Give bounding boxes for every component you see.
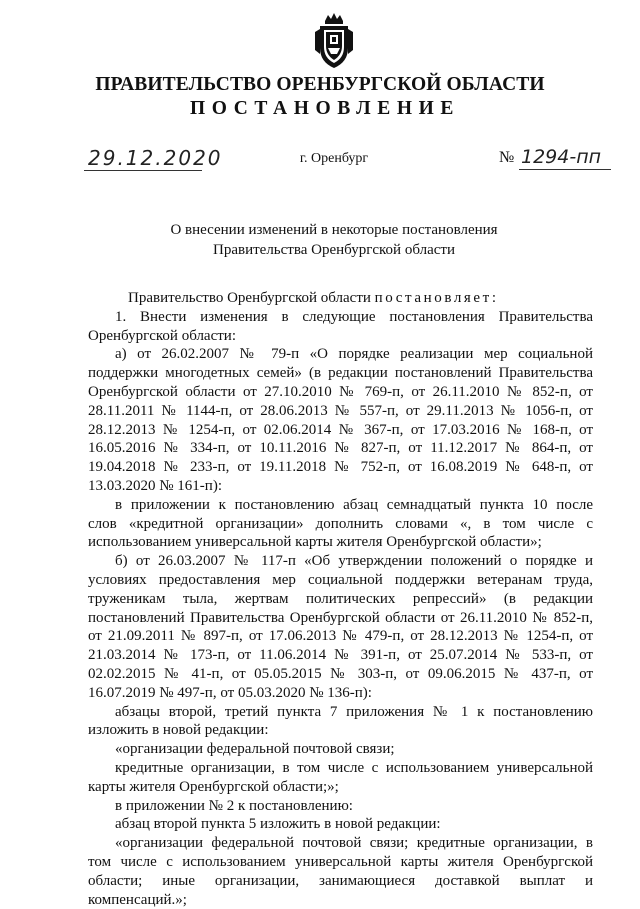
body-line: 28.11.2011 № 1144-п, от 28.06.2013 № 557-п, от 29.11.2013 № 1056-п, от: [88, 402, 593, 421]
body-line: в приложении к постановлению абзац семнадцатый пункта 10 после: [88, 496, 593, 515]
body-line: постановлений Правительства Оренбургской области от 26.11.2010 № 852-п,: [88, 609, 593, 628]
body-line: 19.04.2018 № 233-п, от 19.11.2018 № 752-п, от 16.08.2019 № 648-п, от: [88, 458, 593, 477]
document-subject: [0, 220, 640, 260]
body-line: условиях предоставления мер социальной поддержки ветеранам труда,: [88, 571, 593, 590]
body-line: 21.03.2014 № 173-п, от 11.06.2014 № 391-п, от 25.07.2014 № 533-п, от: [88, 646, 593, 665]
orenburg-coat-of-arms-icon: [311, 12, 357, 70]
body-line: Правительство Оренбургской области постановляет:: [88, 289, 593, 308]
body-line: том числе с использованием универсальной карты жителя Оренбургской: [88, 853, 593, 872]
body-line: карты жителя Оренбургской области;»;: [88, 778, 593, 797]
body-line: 13.03.2020 № 161-п):: [88, 477, 593, 496]
body-line: а) от 26.02.2007 № 79-п «О порядке реализации мер социальной: [88, 345, 593, 364]
document-body: [88, 289, 593, 909]
body-line: 1. Внести изменения в следующие постановления Правительства: [88, 308, 593, 327]
body-line: кредитные организации, в том числе с использованием универсальной: [88, 759, 593, 778]
body-line: абзац второй пункта 5 изложить в новой редакции:: [88, 815, 593, 834]
number-underline: [519, 169, 611, 170]
date-underline: [84, 170, 202, 171]
body-line: слов «кредитной организации» дополнить словами «, в том числе с: [88, 515, 593, 534]
subject-line: О внесении изменений в некоторые постановления: [28, 220, 640, 240]
document-type-title: ПОСТАНОВЛЕНИЕ: [0, 98, 640, 120]
body-line: труженикам тыла, жертвам политических репрессий» (в редакции: [88, 590, 593, 609]
postanovlyaet-word: постановляет:: [375, 290, 499, 306]
body-line: абзацы второй, третий пункта 7 приложения № 1 к постановлению: [88, 703, 593, 722]
body-line: в приложении № 2 к постановлению:: [88, 797, 593, 816]
body-line: 16.07.2019 № 497-п, от 05.03.2020 № 136-п):: [88, 684, 593, 703]
body-line: поддержки многодетных семей» (в редакции постановлений Правительства: [88, 364, 593, 383]
document-number: 1294-пп: [521, 146, 601, 168]
document-city: г. Оренбург: [0, 151, 640, 167]
body-line: «организации федеральной почтовой связи;: [88, 740, 593, 759]
body-line: 02.02.2015 № 41-п, от 05.05.2015 № 303-п, от 09.06.2015 № 437-п, от: [88, 665, 593, 684]
body-line: области; иные организации, занимающиеся доставкой выплат и: [88, 872, 593, 891]
body-line: Оренбургской области:: [88, 327, 593, 346]
subject-line: Правительства Оренбургской области: [28, 240, 640, 260]
government-name: ПРАВИТЕЛЬСТВО ОРЕНБУРГСКОЙ ОБЛАСТИ: [0, 74, 640, 96]
body-line: 28.12.2013 № 1254-п, от 02.06.2014 № 367-п, от 17.03.2016 № 168-п, от: [88, 421, 593, 440]
body-line: 16.05.2016 № 334-п, от 10.11.2016 № 827-п, от 11.12.2017 № 864-п, от: [88, 439, 593, 458]
body-line: от 21.09.2011 № 897-п, от 17.06.2013 № 479-п, от 28.12.2013 № 1254-п, от: [88, 627, 593, 646]
body-line: Оренбургской области от 27.10.2010 № 769-п, от 26.11.2010 № 852-п, от: [88, 383, 593, 402]
body-line: компенсаций.»;: [88, 891, 593, 909]
number-sign: №: [499, 149, 514, 167]
document-date: 29.12.2020: [88, 146, 223, 170]
body-line: использованием универсальной карты жителя Оренбургской области»;: [88, 533, 593, 552]
body-line: изложить в новой редакции:: [88, 721, 593, 740]
body-line: «организации федеральной почтовой связи; кредитные организации, в: [88, 834, 593, 853]
body-line: б) от 26.03.2007 № 117-п «Об утверждении положений о порядке и: [88, 552, 593, 571]
